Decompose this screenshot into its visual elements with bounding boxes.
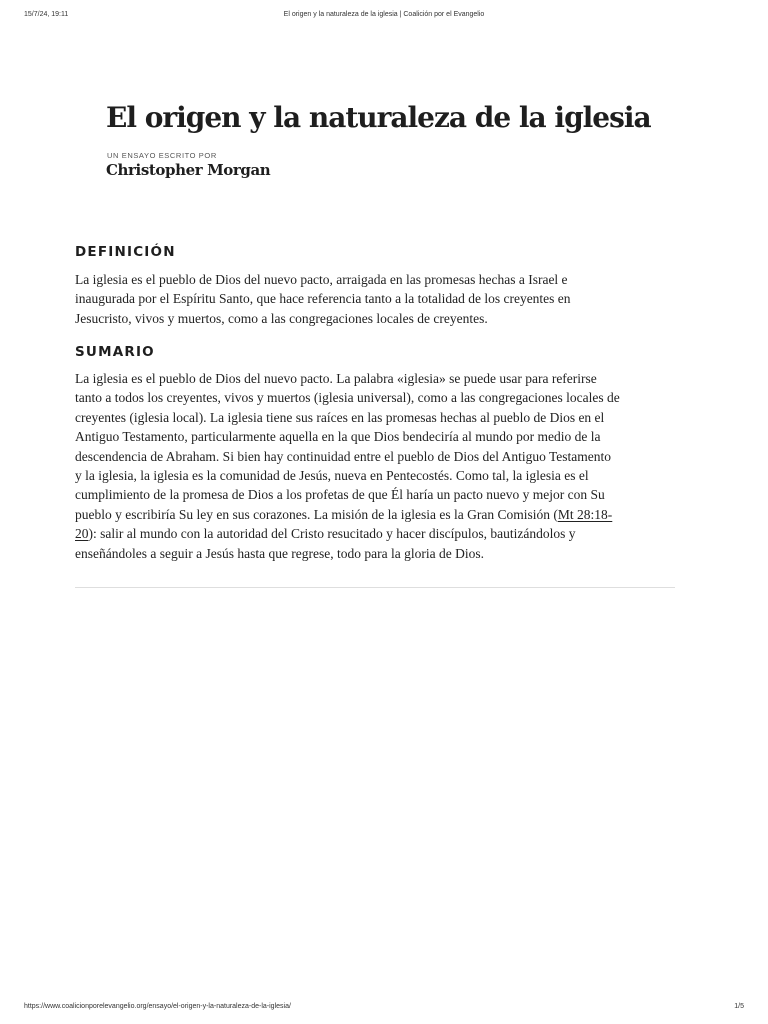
print-header: [24, 11, 744, 23]
definition-paragraph: [75, 270, 680, 328]
summary-line: tanto a todos los creyentes, vivos y muertos (iglesia universal), como a las congregaciones locales de: [75, 390, 620, 406]
summary-line-text: pueblo y escribiría Su ley en sus corazones. La misión de la iglesia es la Gran Comisión (: [75, 506, 558, 522]
summary-line: cumplimiento de la promesa de Dios a los profetas de que Él haría un pacto nuevo y mejor con Su: [75, 487, 605, 503]
definition-line: inaugurada por el Espíritu Santo, que hace referencia tanto a la totalidad de los creyentes en: [75, 291, 571, 307]
definition-line: Jesucristo, vivos y muertos, como a las congregaciones locales de creyentes.: [75, 310, 488, 326]
print-footer: [24, 1003, 744, 1015]
scripture-reference-link[interactable]: Mt 28:18-: [557, 506, 613, 522]
summary-line: enseñándoles a seguir a Jesús hasta que regrese, todo para la gloria de Dios.: [75, 545, 484, 561]
byline-label: UN ENSAYO ESCRITO POR: [107, 151, 217, 160]
section-heading-definicion: DEFINICIÓN: [75, 244, 176, 260]
print-page-number: 1/5: [734, 1003, 744, 1010]
summary-line: La iglesia es el pueblo de Dios del nuevo pacto. La palabra «iglesia» se puede usar para referirse: [75, 371, 597, 386]
article-title: El origen y la naturaleza de la iglesia: [106, 101, 651, 134]
summary-line: descendencia de Abraham. Si bien hay continuidad entre el pueblo de Dios del Antiguo Testamento: [75, 448, 612, 464]
definition-line: La iglesia es el pueblo de Dios del nuevo pacto, arraigada en las promesas hechas a Israel e: [75, 272, 568, 287]
print-datetime: 15/7/24, 19:11: [24, 11, 69, 18]
summary-line: y la iglesia, la iglesia es la comunidad de Jesús, nueva en Pentecostés. Como tal, la iglesia es el: [75, 468, 589, 484]
summary-line: creyentes (iglesia local). La iglesia tiene sus raíces en las promesas hechas al pueblo de Dios en el: [75, 409, 605, 425]
summary-line-text: ): salir al mundo con la autoridad del Cristo resucitado y hacer discípulos, bautizándolos y: [88, 526, 576, 542]
section-heading-sumario: SUMARIO: [75, 344, 155, 360]
section-divider: [75, 587, 675, 588]
summary-line: [75, 505, 680, 524]
print-url: https://www.coalicionporelevangelio.org/ensayo/el-origen-y-la-naturaleza-de-la-iglesia/: [24, 1003, 291, 1010]
summary-line: Antiguo Testamento, particularmente aquella en la que Dios bendeciría al mundo por medio de la: [75, 429, 601, 445]
summary-paragraph: [75, 369, 680, 563]
print-page-title: El origen y la naturaleza de la iglesia | Coalición por el Evangelio: [283, 11, 485, 18]
author-name[interactable]: Christopher Morgan: [106, 161, 271, 179]
scripture-reference-link-continued[interactable]: 20: [75, 526, 89, 542]
summary-line: [75, 524, 680, 543]
